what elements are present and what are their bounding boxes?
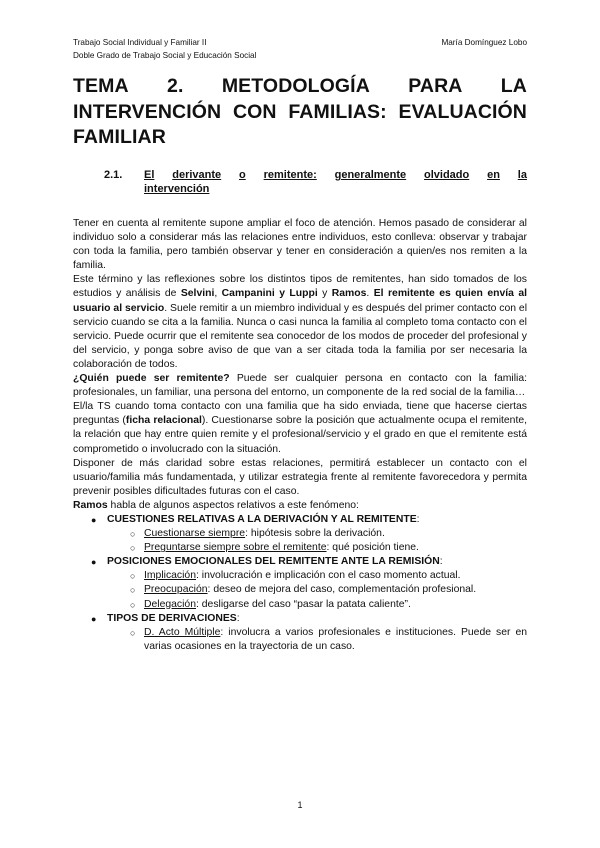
course-name: Trabajo Social Individual y Familiar II (73, 38, 207, 47)
author-selvini: Selvini (180, 288, 215, 300)
section-word: o (239, 169, 246, 181)
section-word: derivante (172, 169, 222, 181)
section-word: olvidado (424, 169, 470, 181)
item-term: Preguntarse siempre sobre el remitente (144, 542, 327, 554)
section-word: la (517, 169, 527, 181)
sublist-item (144, 569, 527, 583)
sublist-item (144, 541, 527, 555)
item-term: Preocupación (144, 584, 208, 596)
title-word: LA (500, 75, 527, 97)
author-name: María Domínguez Lobo (441, 38, 527, 47)
text-run: . Suele remitir a un miembro individual y es después del primer contacto con el servicio cuando se cita a la familia. Nunca o casi nunca la familia al completo toma contacto con el servicio. Puede ocurrir que el remitente sea conocedor de los modos de proceder del profesional y del servicio, y ponga sobre aviso de que van a ser citada toda la familia por ser necesaria la colaboración de todos. (73, 302, 527, 370)
sublist (107, 527, 527, 555)
section-word: remitente: (263, 169, 317, 181)
list-item: ● TIPOS DE DERIVACIONES: ○ D. Acto Múltiple: involucra a varios profesionales e instituciones. Puede ser en varias ocasiones en la trayectoria de un caso. (107, 612, 527, 654)
paragraph-claridad: Disponer de más claridad sobre estas relaciones, permitirá establecer un contacto con el usuario/familia más fundamentada, y utilizar estrategia frente al remitente favorecedora y permita prevenir posibles dificultades futuras con el caso. (73, 457, 527, 497)
title-rest: INTERVENCIÓN CON FAMILIAS: EVALUACIÓN FAMILIAR (73, 100, 527, 148)
section-word: generalmente (334, 169, 407, 181)
author-campanini: Campanini y Luppi (221, 288, 318, 300)
page-number: 1 (297, 800, 303, 810)
title-word: TEMA (73, 75, 129, 97)
item-desc: : involucra a varios profesionales e instituciones. Puede ser en varias ocasiones en la trayectoria de un caso. (144, 626, 528, 652)
paragraph-intro: Tener en cuenta al remitente supone ampliar el foco de atención. Hemos pasado de considerar al individuo solo a considerar más las relaciones entre individuos, esto conlleva: observar y trabajar con toda la familia, pero también observar y tener en consideración a quien/es nos remiten a la familia. (73, 218, 527, 272)
sublist-item (144, 583, 527, 597)
section-title (144, 168, 527, 196)
text-run: ). Cuestionarse sobre la posición que actualmente ocupa el remitente, la relación que hay entre quien remite y el profesional/servicio y el grado en que el remitente está comprometido o involucrado con la situación. (73, 415, 528, 455)
paragraph-remitente (73, 273, 527, 372)
aspects-list (73, 513, 527, 654)
section-word: El (144, 169, 155, 181)
item-term: Delegación (144, 598, 196, 610)
text-run: Este término y las reflexiones sobre los distintos tipos de remitentes, han sido tomados de los estudios y análisis de (73, 274, 527, 300)
item-desc: : hipótesis sobre la derivación. (245, 528, 385, 540)
item-term: D. Acto Múltiple (144, 626, 221, 638)
list-item-title: TIPOS DE DERIVACIONES (107, 612, 237, 624)
sublist-item (144, 598, 527, 612)
text-run: Puede ser cualquier persona en contacto con la familia: profesionales, un familiar, una persona del entorno, un componente de la red social de la familia… (73, 373, 527, 399)
section-title-line2: intervención (144, 183, 210, 195)
text-run: , (214, 288, 222, 300)
item-desc: : desligarse del caso “pasar la patata caliente”. (196, 598, 411, 610)
author-ramos: Ramos (331, 288, 367, 300)
paragraph-quien (73, 372, 527, 400)
author-ramos: Ramos (73, 499, 108, 511)
page-title (73, 74, 527, 151)
text-run: . (366, 288, 374, 300)
list-item-title: POSICIONES EMOCIONALES DEL REMITENTE ANTE LA REMISIÓN (107, 556, 440, 568)
item-term: Implicación (144, 570, 196, 582)
item-desc: : deseo de mejora del caso, complementación profesional. (207, 584, 477, 596)
title-word: METODOLOGÍA (221, 75, 370, 97)
text-run: habla de algunos aspectos relativos a este fenómeno: (107, 499, 359, 511)
body-text (73, 217, 527, 654)
sublist (107, 626, 527, 654)
item-term: Cuestionarse siempre (144, 528, 246, 540)
title-word: PARA (408, 75, 463, 97)
degree-name: Doble Grado de Trabajo Social y Educación Social (73, 51, 257, 60)
paragraph-ramos (73, 499, 527, 513)
paragraph-ts (73, 400, 527, 456)
text-run: y (317, 288, 332, 300)
list-item: ● CUESTIONES RELATIVAS A LA DERIVACIÓN Y AL REMITENTE: ○ Cuestionarse siempre: hipótesis sobre la derivación. ○ Preguntarse siempre sobre el remitente: qué posición tiene. (107, 513, 527, 555)
page-header (73, 36, 527, 62)
section-word: en (487, 169, 500, 181)
section-number: 2.1. (104, 169, 123, 181)
sublist (107, 569, 527, 611)
item-desc: : qué posición tiene. (326, 542, 419, 554)
section-heading (104, 168, 527, 196)
sublist-item (144, 527, 527, 541)
definition-remitente: El remitente es quien envía al usuario al servicio (73, 288, 527, 314)
title-word: 2. (167, 75, 184, 97)
ficha-relacional: ficha relacional (125, 415, 202, 427)
list-item-title: CUESTIONES RELATIVAS A LA DERIVACIÓN Y AL REMITENTE (107, 513, 417, 525)
text-run: El/la TS cuando toma contacto con una familia que ha sido enviada, tiene que hacerse ciertas preguntas ( (73, 401, 527, 427)
question-heading: ¿Quién puede ser remitente? (73, 373, 230, 385)
item-desc: : involucración e implicación con el caso momento actual. (195, 570, 461, 582)
list-item: ● POSICIONES EMOCIONALES DEL REMITENTE ANTE LA REMISIÓN: ○ Implicación: involucración e implicación con el caso momento actual. ○ Preocupación: deseo de mejora del caso, complementación profesional. ○ Delegación: desligarse del caso “pasar la patata caliente”. (107, 555, 527, 611)
sublist-item (144, 626, 527, 654)
